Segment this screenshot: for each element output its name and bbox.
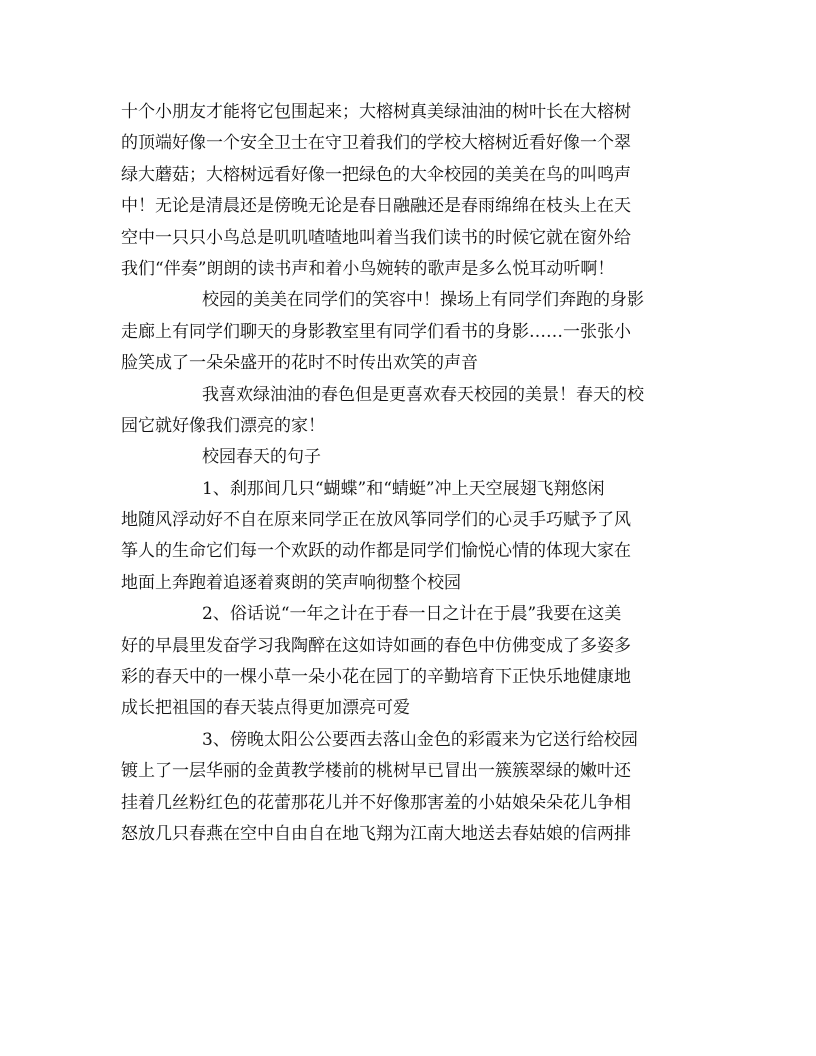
text-line: 地随风浮动好不自在原来同学正在放风筝同学们的心灵手巧赋予了风 xyxy=(121,510,631,531)
text-line: 的顶端好像一个安全卫士在守卫着我们的学校大榕树近看好像一个翠 xyxy=(121,133,631,154)
text-line: 好的早晨里发奋学习我陶醉在这如诗如画的春色中仿佛变成了多姿多 xyxy=(121,635,631,656)
text-line: 筝人的生命它们每一个欢跃的动作都是同学们愉悦心情的体现大家在 xyxy=(121,541,631,562)
paragraph-first-line: 3、傍晚太阳公公要西去落山金色的彩霞来为它送行给校园 xyxy=(202,729,638,750)
text-line: 园它就好像我们漂亮的家！ xyxy=(121,415,325,436)
paragraph-first-line: 校园的美美在同学们的笑容中！操场上有同学们奔跑的身影 xyxy=(202,290,644,311)
paragraph-first-line: 1、刹那间几只“蝴蝶”和“蜻蜓”冲上天空展翅飞翔悠闲 xyxy=(202,478,605,499)
text-line: 绿大蘑菇；大榕树远看好像一把绿色的大伞校园的美美在鸟的叫鸣声 xyxy=(121,164,631,185)
paragraph-first-line: 我喜欢绿油油的春色但是更喜欢春天校园的美景！春天的校 xyxy=(202,384,644,405)
document-body xyxy=(121,97,691,850)
text-line: 走廊上有同学们聊天的身影教室里有同学们看书的身影……一张张小 xyxy=(121,321,631,342)
text-line: 地面上奔跑着追逐着爽朗的笑声响彻整个校园 xyxy=(121,572,461,593)
paragraph-first-line: 2、俗话说“一年之计在于春一日之计在于晨”我要在这美 xyxy=(202,604,622,625)
text-line: 中！无论是清晨还是傍晚无论是春日融融还是春雨绵绵在枝头上在天 xyxy=(121,196,631,217)
text-line: 怒放几只春燕在空中自由自在地飞翔为江南大地送去春姑娘的信两排 xyxy=(121,823,631,844)
text-line: 空中一只只小鸟总是叽叽喳喳地叫着当我们读书的时候它就在窗外给 xyxy=(121,227,631,248)
text-line: 我们“伴奏”朗朗的读书声和着小鸟婉转的歌声是多么悦耳动听啊！ xyxy=(121,258,615,279)
text-line: 彩的春天中的一棵小草一朵小花在园丁的辛勤培育下正快乐地健康地 xyxy=(121,667,631,688)
text-line: 成长把祖国的春天装点得更加漂亮可爱 xyxy=(121,698,410,719)
text-line: 挂着几丝粉红色的花蕾那花儿并不好像那害羞的小姑娘朵朵花儿争相 xyxy=(121,792,631,813)
paragraph-first-line: 校园春天的句子 xyxy=(202,447,321,468)
text-line: 镀上了一层华丽的金黄教学楼前的桃树早已冒出一簇簇翠绿的嫩叶还 xyxy=(121,761,631,782)
text-line: 十个小朋友才能将它包围起来；大榕树真美绿油油的树叶长在大榕树 xyxy=(121,102,631,122)
text-line: 脸笑成了一朵朵盛开的花时不时传出欢笑的声音 xyxy=(121,353,478,374)
